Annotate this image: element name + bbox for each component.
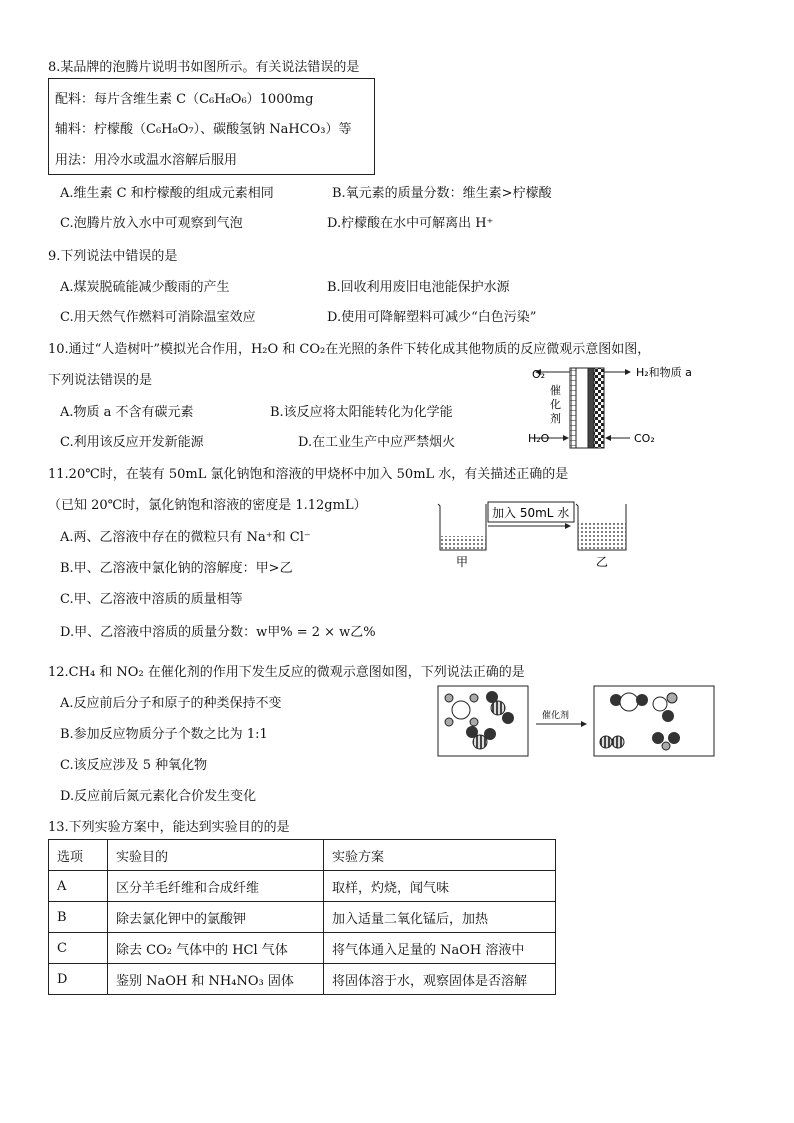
q10-stem-2: 下列说法错误的是 xyxy=(48,373,153,388)
beaker-diagram xyxy=(436,494,636,574)
leaf-catalyst-3: 剂 xyxy=(550,412,561,425)
table-cell: B xyxy=(49,902,108,933)
table-cell: 鉴别 NaOH 和 NH₄NO₃ 固体 xyxy=(108,964,324,995)
q10-stem-1: 10.通过“人造树叶”模拟光合作用，H₂O 和 CO₂在光照的条件下转化成其他物质的反应微观示意图如图， xyxy=(48,342,651,357)
beaker-yi-label: 乙 xyxy=(596,555,609,569)
q9-option-a: A.煤炭脱硫能减少酸雨的产生 xyxy=(60,280,230,295)
q10-option-a: A.物质 a 不含有碳元素 xyxy=(60,405,194,420)
experiment-table xyxy=(48,839,556,995)
reaction-catalyst-label: 催化剂 xyxy=(542,711,570,721)
table-row xyxy=(49,964,556,995)
q12-stem: 12.CH₄ 和 NO₂ 在催化剂的作用下发生反应的微观示意图如图，下列说法正确的是 xyxy=(48,665,525,680)
table-row xyxy=(49,871,556,902)
q10-option-b: B.该反应将太阳能转化为化学能 xyxy=(270,405,453,420)
table-cell: 加入适量二氧化锰后，加热 xyxy=(324,902,556,933)
table-cell: 将固体溶于水，观察固体是否溶解 xyxy=(324,964,556,995)
table-header-cell: 实验方案 xyxy=(324,840,556,871)
q8-option-c: C.泡腾片放入水中可观察到气泡 xyxy=(60,216,243,231)
q11-note: （已知 20℃时，氯化钠饱和溶液的密度是 1.12gmL） xyxy=(48,498,367,513)
q11-stem: 11.20℃时，在装有 50mL 氯化钠饱和溶液的甲烧杯中加入 50mL 水，有关描述正确的是 xyxy=(48,467,569,482)
q11-option-b: B.甲、乙溶液中氯化钠的溶解度：甲>乙 xyxy=(60,561,293,576)
beaker-jia-label: 甲 xyxy=(456,555,469,569)
leaf-o2-label: O₂ xyxy=(532,368,546,381)
q13-stem: 13.下列实验方案中，能达到实验目的的是 xyxy=(48,820,290,835)
table-header-cell: 实验目的 xyxy=(108,840,324,871)
table-cell: 将气体通入足量的 NaOH 溶液中 xyxy=(324,933,556,964)
q8-usage: 用法：用冷水或温水溶解后服用 xyxy=(55,153,238,168)
table-header-row xyxy=(49,840,556,871)
q9-option-b: B.回收利用废旧电池能保护水源 xyxy=(327,280,510,295)
q12-option-c: C.该反应涉及 5 种氧化物 xyxy=(60,758,208,773)
q8-auxiliary: 辅料：柠檬酸（C₆H₈O₇）、碳酸氢钠 NaHCO₃）等 xyxy=(55,122,352,137)
q8-option-a: A.维生素 C 和柠檬酸的组成元素相同 xyxy=(60,186,274,201)
q10-option-c: C.利用该反应开发新能源 xyxy=(60,435,204,450)
q12-option-b: B.参加反应物质分子个数之比为 1:1 xyxy=(60,727,268,742)
table-header-cell: 选项 xyxy=(49,840,108,871)
q9-option-d: D.使用可降解塑料可减少“白色污染” xyxy=(327,310,537,325)
q8-option-b: B.氧元素的质量分数：维生素>柠檬酸 xyxy=(332,186,552,201)
leaf-h2o-label: H₂O xyxy=(528,432,550,445)
table-cell: A xyxy=(49,871,108,902)
leaf-catalyst-2: 化 xyxy=(550,398,561,411)
table-cell: C xyxy=(49,933,108,964)
beaker-arrow-label: 加入 50mL 水 xyxy=(492,506,570,520)
table-cell: 取样，灼烧，闻气味 xyxy=(324,871,556,902)
table-cell: 区分羊毛纤维和合成纤维 xyxy=(108,871,324,902)
table-cell: D xyxy=(49,964,108,995)
q8-ingredient: 配料：每片含维生素 C（C₆H₈O₆）1000mg xyxy=(55,92,314,107)
table-cell: 除去 CO₂ 气体中的 HCl 气体 xyxy=(108,933,324,964)
q8-option-d: D.柠檬酸在水中可解离出 H⁺ xyxy=(327,216,494,231)
q12-option-a: A.反应前后分子和原子的种类保持不变 xyxy=(60,696,282,711)
q11-option-a: A.两、乙溶液中存在的微粒只有 Na⁺和 Cl⁻ xyxy=(60,530,311,545)
q12-option-d: D.反应前后氮元素化合价发生变化 xyxy=(60,789,257,804)
leaf-co2-label: CO₂ xyxy=(634,432,655,445)
reaction-micro-diagram xyxy=(436,684,726,760)
q11-option-c: C.甲、乙溶液中溶质的质量相等 xyxy=(60,592,243,607)
table-row xyxy=(49,902,556,933)
q8-stem: 8.某品牌的泡腾片说明书如图所示。有关说法错误的是 xyxy=(48,60,360,75)
q11-option-d: D.甲、乙溶液中溶质的质量分数：w甲% = 2 × w乙% xyxy=(60,625,376,640)
leaf-h2-label: H₂和物质 a xyxy=(636,366,692,379)
q9-option-c: C.用天然气作燃料可消除温室效应 xyxy=(60,310,256,325)
leaf-catalyst-1: 催 xyxy=(550,384,561,397)
table-cell: 除去氯化钾中的氯酸钾 xyxy=(108,902,324,933)
artificial-leaf-diagram xyxy=(526,360,726,452)
table-row xyxy=(49,933,556,964)
q10-option-d: D.在工业生产中应严禁烟火 xyxy=(298,435,456,450)
q9-stem: 9.下列说法中错误的是 xyxy=(48,249,178,264)
